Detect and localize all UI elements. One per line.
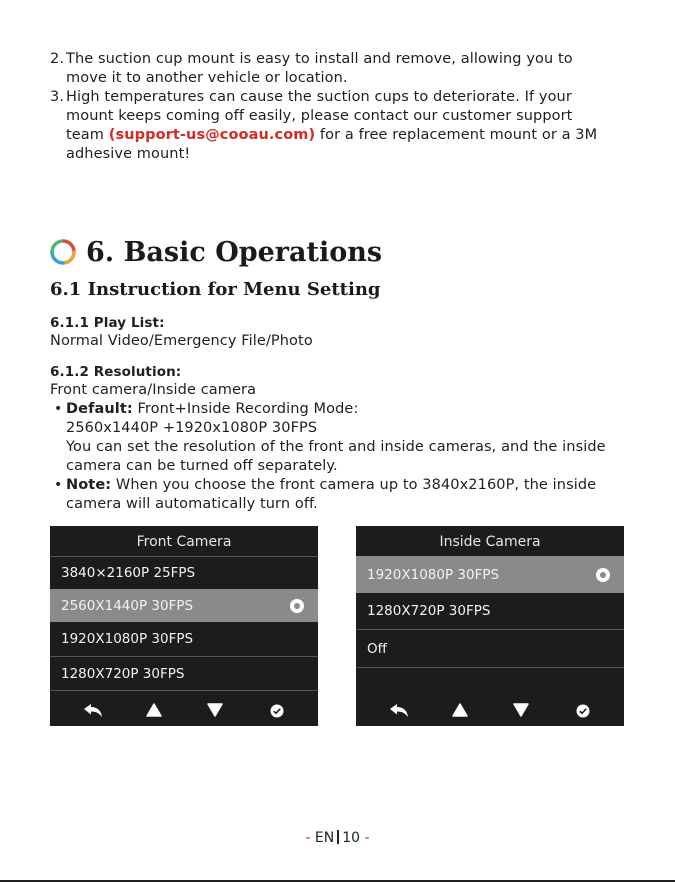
front-option-1920[interactable] xyxy=(50,622,318,656)
confirm-check-icon[interactable] xyxy=(270,704,284,718)
text-line: camera can be turned off separately. xyxy=(66,458,338,474)
playlist-text: Normal Video/Emergency File/Photo xyxy=(50,333,313,349)
text-segment: for a free replacement mount or a 3M xyxy=(315,127,598,143)
text-segment: When you choose the front camera up to 3840x2160P, the inside xyxy=(111,477,597,493)
list-item-text xyxy=(66,50,631,88)
text-line: move it to another vehicle or location. xyxy=(66,70,348,86)
footer-dash: - xyxy=(360,830,370,846)
option-label: 1280X720P 30FPS xyxy=(367,603,491,619)
option-label: 2560X1440P 30FPS xyxy=(61,597,194,614)
text-line xyxy=(66,126,631,145)
text-line: mount keeps coming off easily, please contact our customer support xyxy=(66,108,573,124)
page-footer xyxy=(0,830,675,846)
front-camera-menu xyxy=(50,526,318,726)
resolution-text: Front camera/Inside camera xyxy=(50,382,257,398)
list-number: 3. xyxy=(50,89,65,105)
inside-option-1920[interactable] xyxy=(356,556,624,593)
footer-language: EN xyxy=(314,830,335,846)
footer-dash: - xyxy=(305,830,315,846)
text-line: You can set the resolution of the front and inside cameras, and the inside xyxy=(66,439,606,455)
option-label: 1280X720P 30FPS xyxy=(61,665,185,682)
text-line: 2560x1440P +1920x1080P 30FPS xyxy=(66,420,318,436)
option-label: 1920X1080P 30FPS xyxy=(367,566,500,583)
text-line: camera will automatically turn off. xyxy=(66,496,318,512)
option-label: 3840×2160P 25FPS xyxy=(61,565,196,581)
front-option-3840[interactable] xyxy=(50,557,318,589)
text-line: High temperatures can cause the suction cups to deteriorate. If your xyxy=(66,89,572,105)
divider xyxy=(356,667,624,668)
text-line: The suction cup mount is easy to install and remove, allowing you to xyxy=(66,51,573,67)
back-icon[interactable] xyxy=(82,703,104,719)
playlist-heading: 6.1.1 Play List: xyxy=(50,315,165,331)
section-title xyxy=(50,232,382,272)
front-control-bar xyxy=(50,696,318,726)
footer-separator xyxy=(337,830,339,844)
default-bullet-text xyxy=(66,400,636,476)
resolution-heading: 6.1.2 Resolution: xyxy=(50,364,182,380)
page-number: 10 xyxy=(342,830,361,846)
text-line: adhesive mount! xyxy=(66,146,191,162)
list-number: 2. xyxy=(50,51,65,67)
option-label: Off xyxy=(367,640,387,657)
default-label: Default: xyxy=(66,401,133,417)
note-label: Note: xyxy=(66,477,112,493)
back-icon[interactable] xyxy=(388,703,410,719)
inside-option-off[interactable] xyxy=(356,630,624,667)
front-option-2560[interactable] xyxy=(50,589,318,622)
bullet: • xyxy=(54,401,63,417)
up-arrow-icon[interactable] xyxy=(146,703,162,717)
front-camera-title: Front Camera xyxy=(136,534,232,550)
selected-radio-icon xyxy=(596,568,610,582)
text-segment: team xyxy=(66,127,109,143)
note-bullet-text xyxy=(66,476,636,514)
selected-radio-icon xyxy=(290,599,304,613)
divider xyxy=(50,690,318,691)
up-arrow-icon[interactable] xyxy=(452,703,468,717)
bottom-rule xyxy=(0,880,675,882)
inside-camera-menu xyxy=(356,526,624,726)
bullet: • xyxy=(54,477,63,493)
down-arrow-icon[interactable] xyxy=(207,703,223,717)
list-item-text xyxy=(66,88,631,164)
confirm-check-icon[interactable] xyxy=(576,704,590,718)
loading-ring-icon xyxy=(50,239,76,265)
text-segment: Front+Inside Recording Mode: xyxy=(132,401,359,417)
section-title-text: 6. Basic Operations xyxy=(86,236,383,268)
option-label: 1920X1080P 30FPS xyxy=(61,631,194,647)
inside-option-1280[interactable] xyxy=(356,593,624,629)
text-line xyxy=(66,400,636,419)
down-arrow-icon[interactable] xyxy=(513,703,529,717)
support-email-link[interactable]: (support-us@cooau.com) xyxy=(108,127,316,143)
text-line xyxy=(66,476,636,495)
front-option-1280[interactable] xyxy=(50,657,318,690)
inside-control-bar xyxy=(356,696,624,726)
subsection-title: 6.1 Instruction for Menu Setting xyxy=(50,279,381,300)
inside-camera-title: Inside Camera xyxy=(439,534,541,550)
